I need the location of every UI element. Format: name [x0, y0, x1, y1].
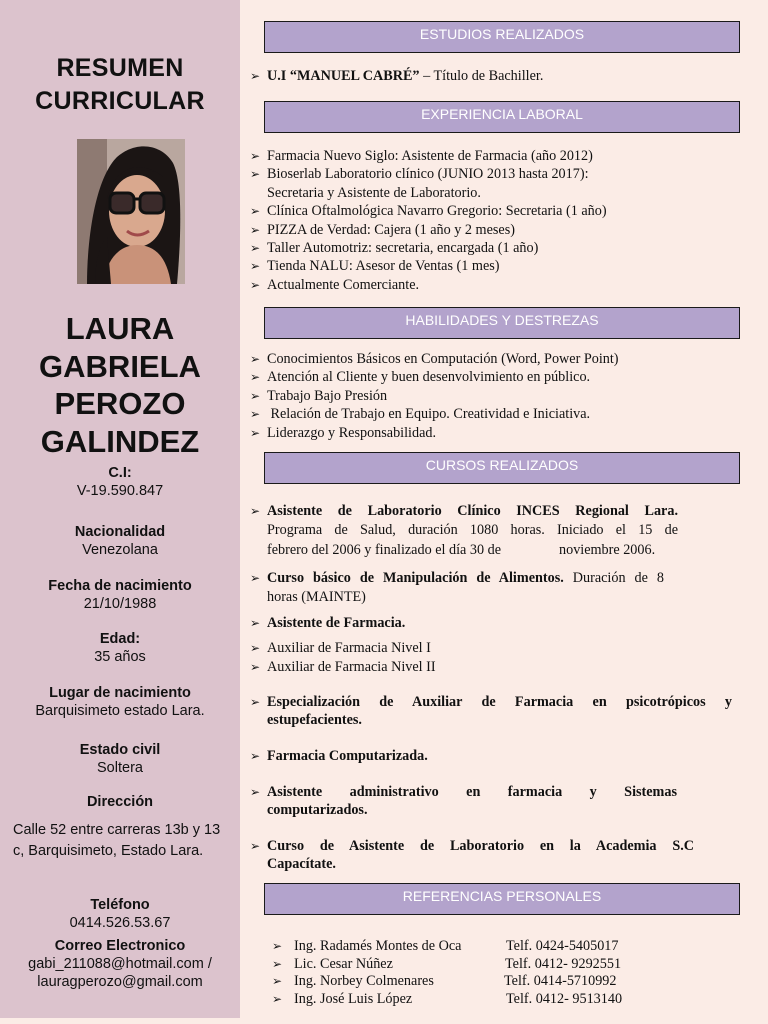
arrow-bullet-icon: ➢	[250, 370, 261, 385]
page-title	[0, 52, 240, 118]
experience-text: Taller Automotriz: secretaria, encargada (1 año)	[267, 240, 539, 257]
course-title: Curso de Asistente de Laboratorio en la Academia S.C	[267, 838, 694, 854]
arrow-bullet-icon: ➢	[250, 616, 261, 630]
skill-text: Relación de Trabajo en Equipo. Creatividad e Iniciativa.	[267, 406, 591, 423]
course-sub: Auxiliar de Farmacia Nivel I	[267, 640, 431, 656]
arrow-bullet-icon: ➢	[250, 695, 261, 709]
list-item	[250, 387, 740, 405]
address-value: Calle 52 entre carreras 13b y 13 c, Barquisimeto, Estado Lara.	[13, 822, 221, 859]
person-name	[0, 310, 240, 460]
title-line: CURRICULAR	[35, 87, 205, 115]
course-item	[250, 747, 740, 765]
name-line: PEROZO	[54, 386, 186, 421]
name-line: LAURA	[65, 311, 175, 346]
list-item	[250, 165, 740, 183]
email-value: lauragperozo@gmail.com	[37, 974, 203, 990]
arrow-bullet-icon: ➢	[250, 425, 261, 440]
school-degree: – Título de Bachiller.	[419, 68, 544, 84]
arrow-bullet-icon: ➢	[250, 277, 261, 292]
arrow-bullet-icon: ➢	[250, 839, 261, 853]
section-header-skills: HABILIDADES Y DESTREZAS	[264, 307, 740, 339]
nationality-block	[0, 523, 240, 559]
sidebar	[0, 0, 240, 1018]
course-desc: noviembre 2006.	[559, 542, 656, 559]
reference-name: Ing. José Luis López	[294, 991, 413, 1007]
course-desc: Programa de Salud, duración 1080 horas. Iniciado el 15 de	[267, 522, 678, 539]
course-title: computarizados.	[267, 802, 368, 819]
civil-status-block	[0, 741, 240, 777]
reference-phone: Telf. 0424-5405017	[506, 938, 619, 954]
reference-name: Ing. Radamés Montes de Oca	[294, 938, 462, 954]
reference-phone: Telf. 0412- 9513140	[506, 991, 623, 1007]
list-item	[250, 350, 740, 368]
course-item	[250, 569, 664, 607]
birthplace-value: Barquisimeto estado Lara.	[35, 703, 205, 719]
arrow-bullet-icon: ➢	[272, 974, 283, 988]
section-header-courses: CURSOS REALIZADOS	[264, 452, 740, 484]
course-desc-line	[267, 540, 678, 560]
reference-phone: Telf. 0414-5710992	[504, 973, 617, 989]
arrow-bullet-icon: ➢	[250, 259, 261, 274]
arrow-bullet-icon: ➢	[250, 204, 261, 219]
course-title: Capacítate.	[267, 856, 336, 873]
arrow-bullet-icon: ➢	[250, 167, 261, 182]
address-label: Dirección	[86, 794, 154, 810]
name-line: GALINDEZ	[40, 423, 200, 459]
profile-photo	[77, 139, 185, 284]
skill-text: Liderazgo y Responsabilidad.	[267, 424, 437, 441]
phone-value: 0414.526.53.67	[69, 915, 171, 931]
birthdate-value: 21/10/1988	[83, 596, 157, 612]
experience-list	[250, 147, 740, 294]
list-item	[250, 276, 740, 294]
arrow-bullet-icon: ➢	[250, 241, 261, 256]
list-item	[250, 257, 740, 275]
skill-text: Atención al Cliente y buen desenvolvimiento en público.	[267, 369, 591, 386]
list-item	[250, 221, 740, 239]
experience-text: Bioserlab Laboratorio clínico (JUNIO 2013 hasta 2017):	[267, 166, 589, 183]
section-header-studies: ESTUDIOS REALIZADOS	[264, 21, 740, 53]
arrow-bullet-icon: ➢	[250, 641, 261, 655]
civil-status-value: Soltera	[97, 760, 143, 776]
list-item	[250, 658, 740, 676]
list-item	[250, 184, 740, 202]
nationality-label: Nacionalidad	[74, 524, 166, 540]
experience-text: Secretaria y Asistente de Laboratorio.	[267, 184, 481, 201]
email-label: Correo Electronico	[54, 938, 186, 954]
arrow-bullet-icon: ➢	[272, 939, 283, 953]
arrow-bullet-icon: ➢	[250, 352, 261, 366]
address-label-block	[0, 793, 240, 811]
section-header-experience: EXPERIENCIA LABORAL	[264, 101, 740, 133]
email-block	[0, 937, 240, 991]
reference-phone: Telf. 0412- 9292551	[505, 956, 622, 972]
arrow-bullet-icon: ➢	[250, 504, 261, 518]
course-item	[250, 502, 678, 560]
course-desc: Duración de 8	[563, 570, 665, 586]
reference-name: Lic. Cesar Núñez	[294, 956, 393, 972]
age-value: 35 años	[94, 649, 146, 665]
skills-list	[250, 350, 740, 442]
experience-text: Tienda NALU: Asesor de Ventas (1 mes)	[267, 258, 500, 275]
civil-status-label: Estado civil	[79, 742, 161, 758]
list-item	[250, 239, 740, 257]
course-sub: Auxiliar de Farmacia Nivel II	[267, 659, 436, 675]
portrait-illustration	[77, 139, 185, 284]
arrow-bullet-icon: ➢	[250, 388, 261, 403]
birthplace-block	[0, 684, 240, 720]
ci-value: V-19.590.847	[76, 483, 164, 499]
course-item	[250, 837, 694, 874]
course-desc: horas (MAINTE)	[267, 589, 366, 605]
name-line: GABRIELA	[39, 348, 201, 384]
phone-block	[0, 896, 240, 932]
arrow-bullet-icon: ➢	[250, 407, 261, 422]
arrow-bullet-icon: ➢	[250, 571, 261, 585]
arrow-bullet-icon: ➢	[272, 992, 283, 1006]
reference-name: Ing. Norbey Colmenares	[294, 973, 434, 989]
experience-text: Actualmente Comerciante.	[267, 276, 420, 293]
list-item	[250, 202, 740, 220]
list-item	[250, 424, 740, 442]
nationality-value: Venezolana	[82, 542, 158, 558]
experience-text: Farmacia Nuevo Siglo: Asistente de Farmacia (año 2012)	[267, 148, 593, 164]
list-item	[250, 405, 740, 423]
course-title: Especialización de Auxiliar de Farmacia en psicotrópicos y	[267, 694, 732, 710]
course-title: Asistente de Farmacia.	[267, 615, 406, 631]
course-title: Asistente de Laboratorio Clínico INCES Regional Lara.	[267, 503, 678, 519]
course-item	[250, 693, 732, 730]
experience-text: PIZZA de Verdad: Cajera (1 año y 2 meses)	[267, 221, 515, 238]
arrow-bullet-icon: ➢	[250, 222, 261, 237]
course-desc: febrero del 2006 y finalizado el día 30 de	[267, 542, 502, 559]
course-title: Farmacia Computarizada.	[267, 748, 428, 764]
arrow-bullet-icon: ➢	[250, 785, 261, 799]
list-item	[250, 368, 740, 386]
skill-text: Trabajo Bajo Presión	[267, 387, 388, 404]
course-title: Asistente administrativo en farmacia y Sistemas	[267, 784, 677, 800]
course-item	[250, 614, 740, 632]
birthdate-label: Fecha de nacimiento	[48, 578, 192, 594]
list-item	[250, 639, 740, 657]
section-header-references: REFERENCIAS PERSONALES	[264, 883, 740, 915]
email-value: gabi_211088@hotmail.com /	[28, 956, 212, 972]
arrow-bullet-icon: ➢	[250, 149, 261, 163]
course-title: estupefacientes.	[267, 712, 362, 729]
arrow-bullet-icon: ➢	[272, 957, 283, 971]
arrow-bullet-icon: ➢	[250, 749, 261, 763]
age-block	[0, 630, 240, 666]
birthdate-block	[0, 577, 240, 613]
ci-block	[0, 464, 240, 500]
course-item	[250, 783, 677, 820]
skill-text: Conocimientos Básicos en Computación (Word, Power Point)	[267, 351, 619, 367]
arrow-bullet-icon: ➢	[250, 660, 261, 674]
birthplace-label: Lugar de nacimiento	[49, 685, 191, 701]
age-label: Edad:	[99, 631, 141, 647]
list-item	[250, 67, 740, 85]
list-item	[250, 147, 740, 165]
experience-text: Clínica Oftalmológica Navarro Gregorio: Secretaria (1 año)	[267, 203, 607, 220]
course-title: Curso básico de Manipulación de Alimentos.	[267, 570, 564, 586]
ci-label: C.I:	[108, 465, 132, 481]
arrow-bullet-icon: ➢	[250, 69, 261, 83]
title-line: RESUMEN	[56, 54, 184, 82]
phone-label: Teléfono	[90, 897, 150, 913]
school-name: U.I “MANUEL CABRÉ”	[267, 68, 420, 84]
